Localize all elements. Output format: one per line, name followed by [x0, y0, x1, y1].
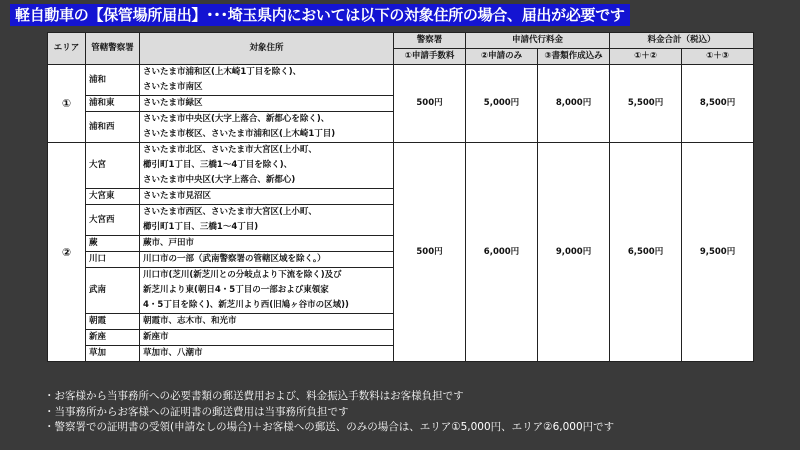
- target-address: さいたま市北区、さいたま市大宮区(上小町、: [140, 143, 394, 159]
- target-address: 新座市: [140, 330, 394, 346]
- header-police-station: 管轄警察署: [86, 33, 140, 65]
- police-station-name: 草加: [86, 346, 140, 362]
- police-station-name: 浦和: [86, 65, 140, 96]
- fee-table: [47, 32, 754, 362]
- note-shipping-customer: ・お客様から当事務所への必要書類の郵送費用および、料金振込手数料はお客様負担です: [44, 390, 464, 402]
- price-fee1: 500円: [394, 65, 466, 143]
- header-total-group: 料金合計（税込）: [610, 33, 754, 49]
- target-address: 新芝川より東(朝日4・5丁目の一部および東領家: [140, 283, 394, 298]
- police-station-name: 浦和西: [86, 112, 140, 143]
- area-label: ①: [48, 65, 86, 143]
- police-station-name: 大宮: [86, 143, 140, 189]
- price-fee2: 6,000円: [466, 143, 538, 362]
- header-agency-fee-group: 申請代行料金: [466, 33, 610, 49]
- note-pickup-only: ・警察署での証明書の受領(申請なしの場合)＋お客様への郵送、のみの場合は、エリア①5,000円、エリア②6,000円です: [44, 421, 615, 433]
- table-row: [48, 143, 754, 159]
- price-sum13: 9,500円: [682, 143, 754, 362]
- header-application-fee: ①申請手数料: [394, 49, 466, 65]
- target-address: さいたま市見沼区: [140, 189, 394, 205]
- target-address: さいたま市西区、さいたま市大宮区(上小町、: [140, 205, 394, 221]
- price-fee3: 8,000円: [538, 65, 610, 143]
- target-address: 川口市(芝川(新芝川との分岐点より下流を除く)及び: [140, 268, 394, 284]
- police-station-name: 川口: [86, 252, 140, 268]
- price-fee1: 500円: [394, 143, 466, 362]
- price-sum12: 5,500円: [610, 65, 682, 143]
- table-row: [48, 65, 754, 81]
- notes: [44, 389, 614, 436]
- page-title: 軽自動車の【保管場所届出】･･･埼玉県内においては以下の対象住所の場合、届出が必要です: [10, 4, 630, 26]
- area-label: ②: [48, 143, 86, 362]
- header-target-address: 対象住所: [140, 33, 394, 65]
- target-address: 草加市、八潮市: [140, 346, 394, 362]
- police-station-name: 浦和東: [86, 96, 140, 112]
- police-station-name: 武南: [86, 268, 140, 314]
- header-police-group: 警察署: [394, 33, 466, 49]
- target-address: 櫛引町1丁目、三橋1～4丁目): [140, 220, 394, 236]
- header-with-documents: ③書類作成込み: [538, 49, 610, 65]
- price-sum12: 6,500円: [610, 143, 682, 362]
- target-address: さいたま市桜区、さいたま市浦和区(上木崎1丁目): [140, 127, 394, 143]
- header-application-only: ②申請のみ: [466, 49, 538, 65]
- price-fee2: 5,000円: [466, 65, 538, 143]
- target-address: 川口市の一部（武南警察署の管轄区域を除く。）: [140, 252, 394, 268]
- target-address: 櫛引町1丁目、三橋1～4丁目を除く)、: [140, 158, 394, 173]
- target-address: さいたま市中央区(大字上落合、新都心を除く)、: [140, 112, 394, 128]
- target-address: 蕨市、戸田市: [140, 236, 394, 252]
- target-address: さいたま市緑区: [140, 96, 394, 112]
- price-sum13: 8,500円: [682, 65, 754, 143]
- note-shipping-office: ・当事務所からお客様への証明書の郵送費用は当事務所負担です: [44, 405, 349, 418]
- price-fee3: 9,000円: [538, 143, 610, 362]
- header-sum-1-3: ①＋③: [682, 49, 754, 65]
- target-address: さいたま市中央区(大字上落合、新都心): [140, 173, 394, 189]
- police-station-name: 大宮東: [86, 189, 140, 205]
- target-address: 4・5丁目を除く)、新芝川より西(旧鳩ヶ谷市の区域)): [140, 298, 394, 314]
- header-sum-1-2: ①＋②: [610, 49, 682, 65]
- police-station-name: 大宮西: [86, 205, 140, 236]
- target-address: さいたま市浦和区(上木崎1丁目を除く)、: [140, 65, 394, 81]
- target-address: 朝霞市、志木市、和光市: [140, 314, 394, 330]
- police-station-name: 朝霞: [86, 314, 140, 330]
- police-station-name: 新座: [86, 330, 140, 346]
- header-area: エリア: [48, 33, 86, 65]
- target-address: さいたま市南区: [140, 80, 394, 96]
- police-station-name: 蕨: [86, 236, 140, 252]
